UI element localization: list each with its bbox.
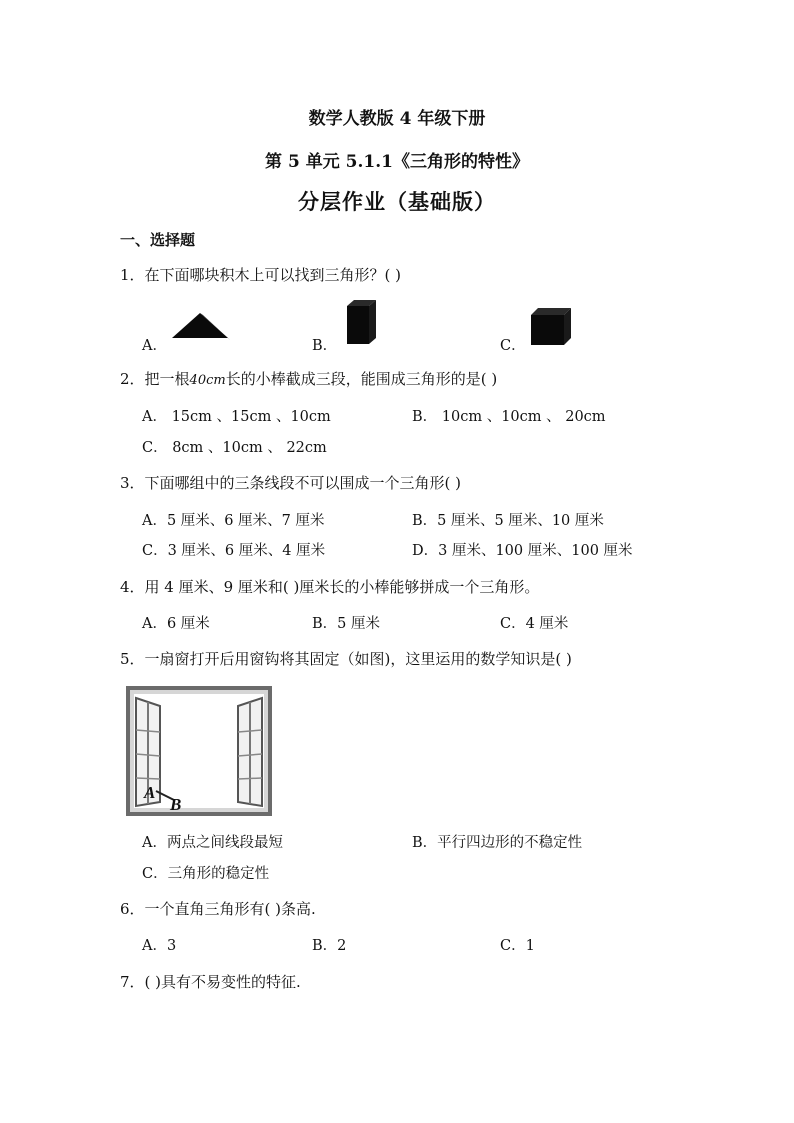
q1-option-b: B． [312, 338, 338, 354]
doc-title: 数学人教版 4 年级下册 [308, 109, 486, 129]
worksheet-title: 分层作业（基础版） [298, 189, 496, 214]
q1-option-a: A． [142, 338, 167, 354]
q2-text-start: 2．把一根 [120, 370, 190, 388]
point-a-label: A [144, 783, 156, 802]
question-6: 6．一个直角三角形有( )条高. [120, 900, 316, 918]
point-b-label: B [170, 795, 182, 814]
triangular-block-icon [170, 310, 232, 342]
question-3: 3．下面哪组中的三条线段不可以围成一个三角形( ) [120, 474, 462, 492]
q5-option-c: C．三角形的稳定性 [142, 866, 270, 882]
q5-option-a: A．两点之间线段最短 [142, 835, 283, 851]
q4-option-b: B．5 厘米 [312, 616, 380, 632]
q1-option-c: C． [500, 338, 526, 354]
q6-option-b: B．2 [312, 938, 347, 954]
q2-option-b: B． 10cm 、10cm 、 20cm [412, 409, 606, 425]
question-1: 1．在下面哪块积木上可以找到三角形？( ) [120, 266, 402, 284]
q3-option-b: B．5 厘米、5 厘米、10 厘米 [412, 513, 604, 529]
q3-option-c: C．3 厘米、6 厘米、4 厘米 [142, 543, 326, 559]
q4-option-c: C．4 厘米 [500, 616, 569, 632]
q3-option-d: D．3 厘米、100 厘米、100 厘米 [412, 543, 633, 559]
section-heading: 一、选择题 [120, 231, 196, 249]
question-2 [120, 368, 497, 389]
q5-option-b: B．平行四边形的不稳定性 [412, 835, 583, 851]
question-7: 7．( )具有不易变性的特征. [120, 973, 301, 991]
question-4: 4．用 4 厘米、9 厘米和( )厘米长的小棒能够拼成一个三角形。 [120, 578, 540, 596]
q4-option-a: A．6 厘米 [142, 616, 210, 632]
question-5: 5．一扇窗打开后用窗钩将其固定（如图)，这里运用的数学知识是( ) [120, 650, 572, 668]
q2-option-a: A． 15cm 、15cm 、10cm [142, 409, 331, 425]
q3-option-a: A．5 厘米、6 厘米、7 厘米 [142, 513, 325, 529]
open-window-figure [126, 686, 272, 816]
cuboid-block-icon [344, 298, 378, 346]
q6-option-a: A．3 [142, 938, 177, 954]
q2-text-end: 长的小棒截成三段，能围成三角形的是( ) [225, 370, 498, 388]
q2-option-c: C． 8cm 、10cm 、 22cm [142, 440, 327, 456]
q2-length: 40cm [189, 373, 226, 388]
unit-title: 第 5 单元 5.1.1《三角形的特性》 [265, 152, 529, 172]
cube-block-icon [528, 306, 574, 348]
q6-option-c: C．1 [500, 938, 535, 954]
